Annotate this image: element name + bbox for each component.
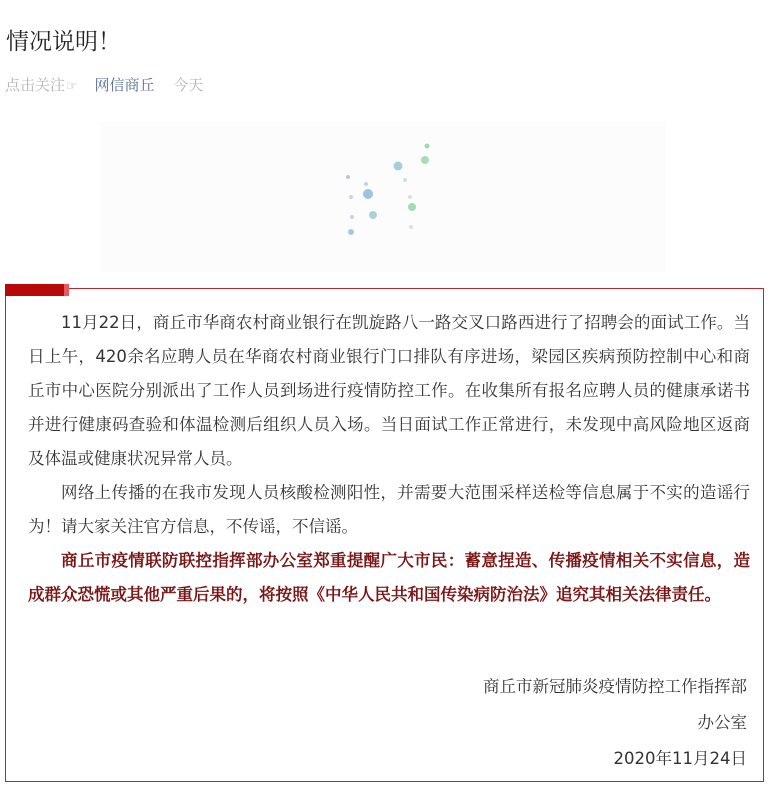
warning-paragraph: 商丘市疫情联防联控指挥部办公室郑重提醒广大市民：蓄意捏造、传播疫情相关不实信息，造成群众恐慌或其他严重后果的，将按照《中华人民共和国传染病防治法》追究其相关法律责任。 — [28, 551, 750, 604]
account-name-link[interactable]: 网信商丘 — [94, 76, 155, 94]
body-paragraph-1: 11月22日，商丘市华商农村商业银行在凯旋路八一路交叉口路西进行了招聘会的面试工作。当日上午，420余名应聘人员在华商农村商业银行门口排队有序进场，梁园区疾病预防控制中心和商丘市中心医院分别派出了工作人员到场进行疫情防控工作。在收集所有报名应聘人员的健康承诺书并进行健康码查验和体温检测后组织人员入场。当日面试工作正常进行，未发现中高风险地区返商及体温或健康状况异常人员。 — [28, 313, 750, 468]
signature-org-line-1: 商丘市新冠肺炎疫情防控工作指挥部 — [483, 677, 747, 696]
follow-link[interactable]: 点击关注 — [5, 76, 66, 94]
signature-org-line-2: 办公室 — [697, 713, 747, 732]
publish-date: 今天 — [173, 76, 204, 94]
signature — [483, 669, 747, 777]
image-loading-placeholder — [100, 122, 666, 272]
body-paragraph-2: 网络上传播的在我市发现人员核酸检测阳性，并需要大范围采样送检等信息属于不实的造谣行为！请大家关注官方信息，不传谣，不信谣。 — [28, 483, 750, 536]
article-body — [28, 306, 750, 612]
pointing-hand-icon: ☞ — [66, 79, 78, 94]
accent-bar — [5, 284, 69, 296]
article-title: 情况说明！ — [6, 29, 121, 55]
loading-dots-icon — [100, 122, 666, 272]
signature-date: 2020年11月24日 — [613, 749, 747, 768]
article-meta — [5, 74, 203, 96]
accent-bar-cap — [64, 284, 69, 296]
